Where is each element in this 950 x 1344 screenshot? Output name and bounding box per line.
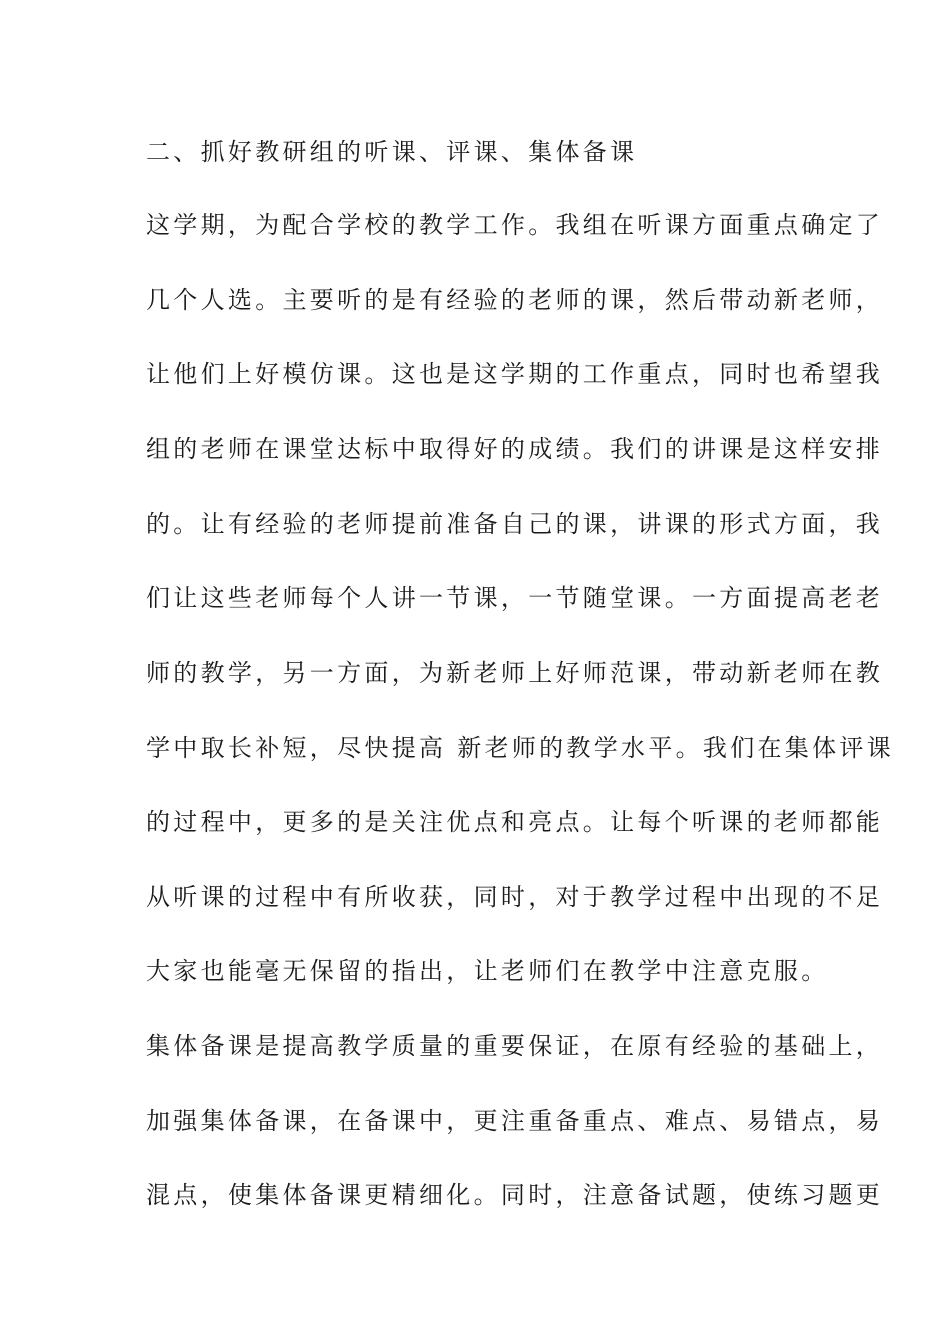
- section-heading: 二、抓好教研组的听课、评课、集体备课: [146, 138, 638, 166]
- text-line: 组的老师在课堂达标中取得好的成绩。我们的讲课是这样安排: [146, 435, 884, 463]
- text-line: 集体备课是提高教学质量的重要保证，在原有经验的基础上，: [146, 1032, 884, 1060]
- text-line: 师的教学，另一方面，为新老师上好师范课，带动新老师在教: [146, 659, 884, 687]
- text-line: 大家也能毫无保留的指出，让老师们在教学中注意克服。: [146, 957, 829, 985]
- text-line: 几个人选。主要听的是有经验的老师的课，然后带动新老师，: [146, 286, 884, 314]
- text-line: 加强集体备课，在备课中，更注重备重点、难点、易错点，易: [146, 1107, 884, 1135]
- text-line: 们让这些老师每个人讲一节课，一节随堂课。一方面提高老老: [146, 584, 884, 612]
- text-line: 这学期，为配合学校的教学工作。我组在听课方面重点确定了: [146, 211, 884, 239]
- text-line: 的过程中，更多的是关注优点和亮点。让每个听课的老师都能: [146, 808, 884, 836]
- text-line: 混点，使集体备课更精细化。同时，注意备试题，使练习题更: [146, 1181, 884, 1209]
- text-line: 让他们上好模仿课。这也是这学期的工作重点，同时也希望我: [146, 360, 884, 388]
- text-line: 从听课的过程中有所收获，同时，对于教学过程中出现的不足: [146, 883, 884, 911]
- text-line: 学中取长补短，尽快提高 新老师的教学水平。我们在集体评课: [146, 734, 895, 762]
- text-line: 的。让有经验的老师提前准备自己的课，讲课的形式方面，我: [146, 510, 884, 538]
